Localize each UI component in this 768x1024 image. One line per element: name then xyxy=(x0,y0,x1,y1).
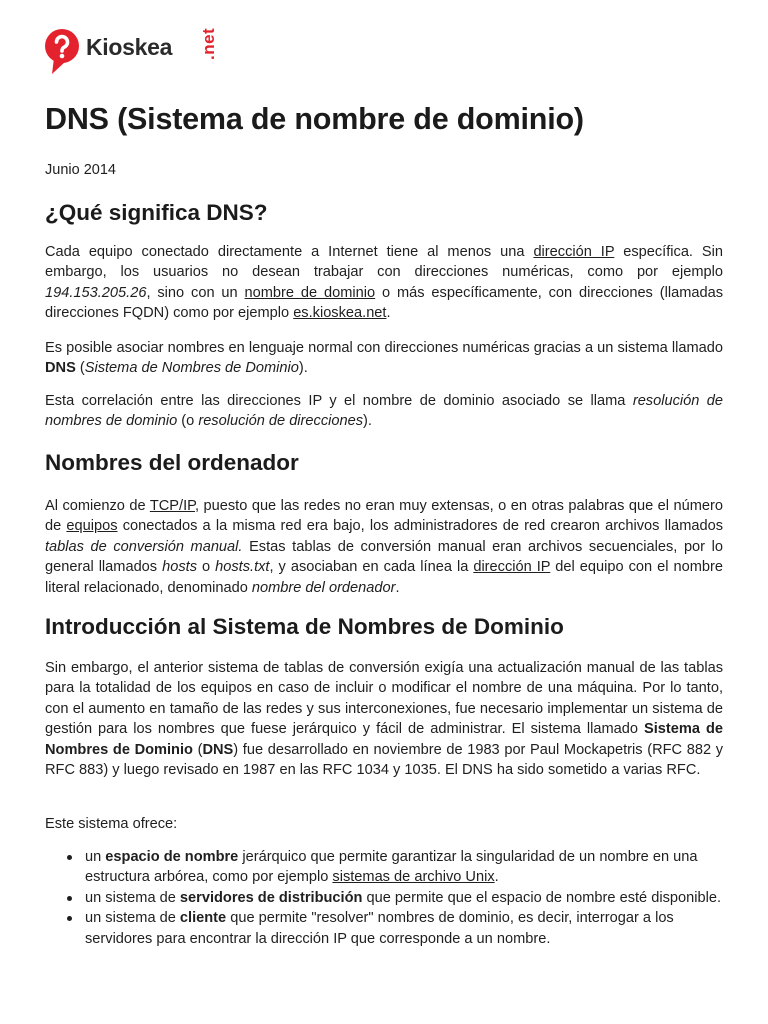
paragraph-system-offers: Este sistema ofrece: xyxy=(45,816,178,832)
link-direccion-ip-2[interactable]: dirección IP xyxy=(473,559,551,576)
paragraph-dns-definition: Es posible asociar nombres en lenguaje normal con direcciones numéricas gracias a un sistema llamado DNS (Sistema de Nombres de Dominio). xyxy=(45,340,723,377)
question-bubble-icon xyxy=(44,28,82,76)
list-item: un sistema de cliente que permite "resolver" nombres de dominio, es decir, interrogar a los servidores para encontrar la dirección IP que corresponde a un nombre. xyxy=(45,908,723,949)
paragraph-hosts: Al comienzo de TCP/IP, puesto que las redes no eran muy extensas, o en otras palabras que el número de equipos conectados a la misma red era bajo, los administradores de red crearon archivos llamados tablas de conversión manual. Estas tablas de conversión manual eran archivos secuenciales, por lo general llamados hosts o hosts.txt, y asociaban en cada línea la dirección IP del equipo con el nombre literal relacionado, denominado nombre del ordenador. xyxy=(45,498,723,596)
link-es-kioskea[interactable]: es.kioskea.net xyxy=(293,305,387,322)
list-item: un espacio de nombre jerárquico que permite garantizar la singularidad de un nombre en una estructura arbórea, como por ejemplo sistemas de archivo Unix. xyxy=(45,847,723,888)
paragraph-resolution: Esta correlación entre las direcciones IP y el nombre de dominio asociado se llama resolución de nombres de dominio (o resolución de direcciones). xyxy=(45,393,723,430)
logo-brand-text: Kioskea xyxy=(86,34,173,60)
section-heading-que-significa: ¿Qué significa DNS? xyxy=(45,200,268,225)
paragraph-dns-intro: Cada equipo conectado directamente a Internet tiene al menos una dirección IP específica. Sin embargo, los usuarios no desean trabajar con direcciones numéricas, como por ejemplo 194.153.205.26, sino con un nombre de dominio o más específicamente, con direcciones (llamadas direcciones FQDN) como por ejemplo es.kioskea.net. xyxy=(45,244,724,322)
link-direccion-ip[interactable]: dirección IP xyxy=(533,244,615,260)
link-tcp-ip[interactable]: TCP/IP xyxy=(149,498,195,514)
bullet-icon xyxy=(67,896,72,901)
bullet-icon xyxy=(67,855,72,860)
section-heading-nombres-ordenador: Nombres del ordenador xyxy=(45,450,299,475)
link-equipos[interactable]: equipos xyxy=(66,518,118,535)
link-sistemas-archivo-unix[interactable]: sistemas de archivo Unix xyxy=(332,869,495,886)
link-nombre-de-dominio[interactable]: nombre de dominio xyxy=(244,284,376,301)
bullet-icon xyxy=(67,916,72,921)
feature-list xyxy=(45,847,723,949)
logo-tld-text: .net xyxy=(199,27,218,60)
section-heading-introduccion: Introducción al Sistema de Nombres de Dominio xyxy=(45,614,564,639)
example-ip: 194.153.205.26 xyxy=(45,284,147,301)
publish-date: Junio 2014 xyxy=(45,162,116,178)
list-item: un sistema de servidores de distribución que permite que el espacio de nombre esté disponible. xyxy=(45,888,723,908)
page-title: DNS (Sistema de nombre de dominio) xyxy=(45,102,584,136)
paragraph-dns-history: Sin embargo, el anterior sistema de tablas de conversión exigía una actualización manual de las tablas para la totalidad de los equipos en caso de incluir o modificar el nombre de una máquina. Por lo tanto, con el aumento en tamaño de las redes y sus interconexiones, fue necesario implementar un sistema de gestión para los nombres que fuese jerárquico y fácil de administrar. El sistema llamado Sistema de Nombres de Dominio (DNS) fue desarrollado en noviembre de 1983 por Paul Mockapetris (RFC 882 y RFC 883) y luego revisado en 1987 en las RFC 1034 y 1035. El DNS ha sido sometido a varias RFC. xyxy=(45,660,724,779)
